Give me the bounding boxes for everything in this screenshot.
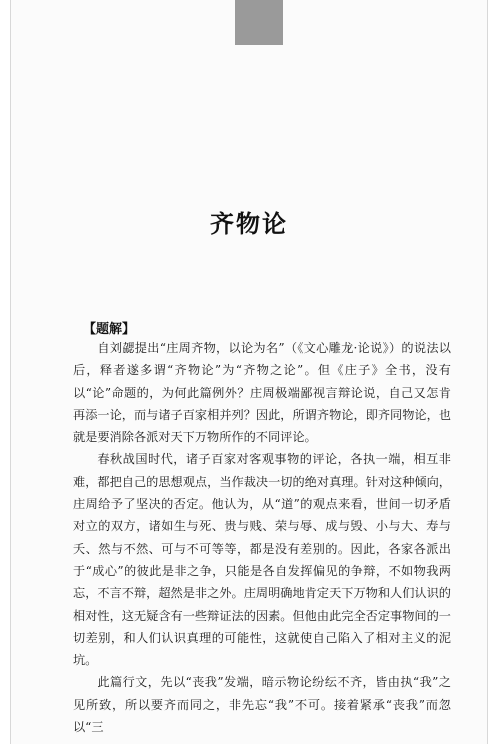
paragraph-1: 自刘勰提出“庄周齐物，以论为名”（《文心雕龙·论说》）的说法以后，释者遂多谓“齐物论”为“齐物之论”。但《庄子》全书，没有以“论”命题的，为何此篇例外？庄周极端鄙视言辩论说，自己又怎肯再添一论，而与诸子百家相并列？因此，所谓齐物论，即齐同物论，也就是要消除各派对天下万物所作的不同评论。 (73, 341, 451, 445)
paragraph-2: 春秋战国时代，诸子百家对客观事物的评论，各执一端，相互非难，都把自己的思想观点，当作裁决一切的绝对真理。针对这种倾向，庄周给予了坚决的否定。他认为，从“道”的观点来看，世间一切矛盾对立的双方，诸如生与死、贵与贱、荣与辱、成与毁、小与大、寿与夭、然与不然、可与不可等等，都是没有差别的。因此，各家各派出于“成心”的彼此是非之争，只能是各自发挥偏见的争辩，不如物我两忘，不言不辩，超然是非之外。庄周明确地肯定天下万物和人们认识的相对性，这无疑含有一些辩证法的因素。但他由此完全否定事物间的一切差别，和人们认识真理的可能性，这就使自己陷入了相对主义的泥坑。 (73, 452, 451, 668)
paragraph-3: 此篇行文，先以“丧我”发端，暗示物论纷纭不齐，皆由执“我”之见所致，所以要齐而同之，非先忘“我”不可。接着紧承“丧我”而忽以“三 (73, 675, 451, 735)
body-text (73, 337, 451, 738)
chapter-title: 齐物论 (210, 209, 288, 238)
section-heading: 【题解】 (83, 322, 136, 337)
book-page (10, 0, 488, 744)
chapter-tab-marker (235, 0, 283, 45)
